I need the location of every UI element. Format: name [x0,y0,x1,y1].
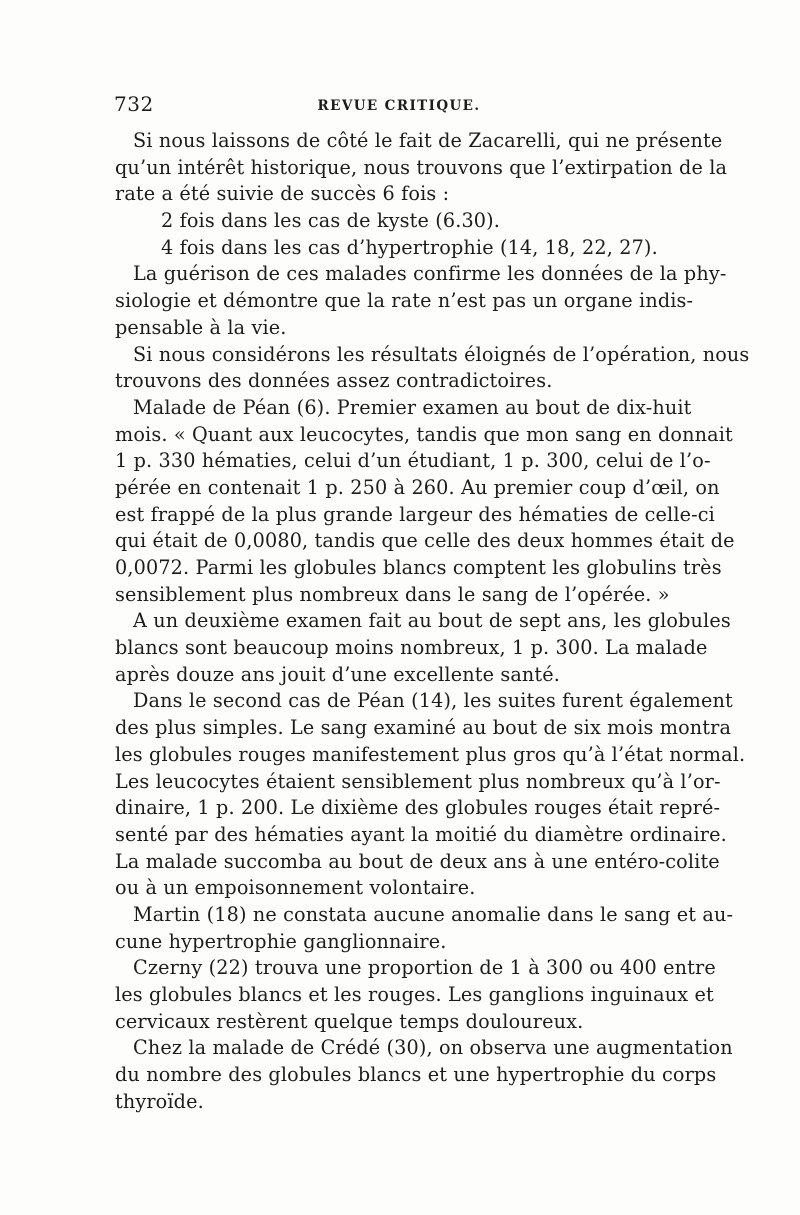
text-line: La guérison de ces malades confirme les données de la phy- [133,262,727,286]
text-line: qui était de 0,0080, tandis que celle des deux hommes était de [115,529,735,553]
text-line: rate a été suivie de succès 6 fois : [115,182,450,206]
body-text [115,128,750,1115]
text-line: Malade de Péan (6). Premier examen au bout de dix-huit [133,395,692,419]
text-line: senté par des hématies ayant la moitié du diamètre ordinaire. [115,822,727,846]
text-line: dinaire, 1 p. 200. Le dixième des globules rouges était repré- [115,796,721,820]
text-line: A un deuxième examen fait au bout de sept ans, les globules [133,609,731,633]
text-line: des plus simples. Le sang examiné au bout de six mois montra [115,716,732,740]
text-line: Si nous considérons les résultats éloignés de l’opération, nous [133,342,750,366]
text-line: pensable à la vie. [115,315,287,339]
text-line: Si nous laissons de côté le fait de Zacarelli, qui ne présente [133,129,723,152]
text-line: Dans le second cas de Péan (14), les suites furent également [133,689,733,713]
header-title: REVUE CRITIQUE. [317,98,481,114]
text-line: blancs sont beaucoup moins nombreux, 1 p. 300. La malade [115,636,708,660]
running-head [114,92,684,118]
text-line: 2 fois dans les cas de kyste (6.30). [161,209,501,233]
text-line: qu’un intérêt historique, nous trouvons que l’extirpation de la [115,155,728,179]
text-line: sensiblement plus nombreux dans le sang de l’opérée. » [115,582,670,606]
text-line: est frappé de la plus grande largeur des hématies de celle-ci [115,502,715,526]
text-line: 1 p. 330 hématies, celui d’un étudiant, 1 p. 300, celui de l’o- [115,449,711,473]
text-line: 0,0072. Parmi les globules blancs comptent les globulins très [115,556,722,579]
text-line: Les leucocytes étaient sensiblement plus nombreux qu’à l’or- [115,769,721,793]
text-line: cune hypertrophie ganglionnaire. [115,929,447,953]
text-line: Czerny (22) trouva une proportion de 1 à 300 ou 400 entre [133,956,716,980]
text-line: 4 fois dans les cas d’hypertrophie (14, 18, 22, 27). [161,235,658,259]
text-line: pérée en contenait 1 p. 250 à 260. Au premier coup d’œil, on [115,475,720,499]
text-line: La malade succomba au bout de deux ans à une entéro-colite [115,849,720,873]
text-line: siologie et démontre que la rate n’est pas un organe indis- [115,289,694,313]
text-line: trouvons des données assez contradictoires. [115,369,553,393]
text-line: après douze ans jouit d’une excellente santé. [115,662,561,686]
text-line: Martin (18) ne constata aucune anomalie dans le sang et au- [133,902,734,926]
text-line: du nombre des globules blancs et une hypertrophie du corps [115,1063,717,1087]
text-line: les globules rouges manifestement plus gros qu’à l’état normal. [115,742,746,766]
text-line: thyroïde. [115,1089,204,1113]
text-line: les globules blancs et les rouges. Les ganglions inguinaux et [115,983,714,1006]
text-line: mois. « Quant aux leucocytes, tandis que mon sang en donnait [115,422,733,446]
text-line: Chez la malade de Crédé (30), on observa une augmentation [133,1036,733,1060]
page-number: 732 [114,92,154,116]
text-line: cervicaux restèrent quelque temps douloureux. [115,1009,584,1033]
text-line: ou à un empoisonnement volontaire. [115,876,476,900]
